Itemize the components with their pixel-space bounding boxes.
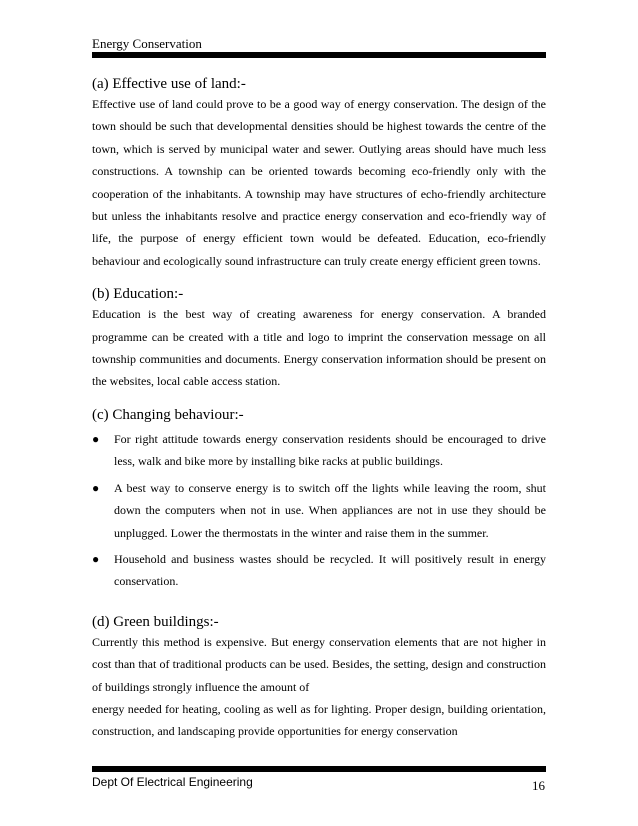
section-text-green-2: energy needed for heating, cooling as well as for lighting. Proper design, building orientation, construction, and landscaping provide opportunities for energy conservation [92, 701, 546, 739]
list-item [92, 477, 546, 544]
bullet-text: A best way to conserve energy is to switch off the lights while leaving the room, shut down the computers when not in use. When appliances are not in use they should be unplugged. Lower the thermostats in the winter and raise them in the summer. [114, 480, 546, 540]
bullet-icon: ● [92, 551, 100, 566]
section-heading-education: (b) Education:- [92, 286, 184, 303]
section-heading-land: (a) Effective use of land:- [92, 76, 246, 92]
behaviour-bullet-list [92, 428, 546, 593]
bullet-icon: ● [92, 480, 100, 495]
section-text-green-1: Currently this method is expensive. But energy conservation elements that are not higher in cost than that of traditional products can be used. Besides, the setting, design and construction of buildings strongly influence the amount of [92, 634, 546, 694]
bullet-text: For right attitude towards energy conservation residents should be encouraged to drive less, walk and bike more by installing bike racks at public buildings. [114, 431, 546, 469]
footer-rule [92, 766, 546, 772]
list-item [92, 428, 546, 473]
page-number: 16 [532, 778, 545, 793]
header-rule [92, 52, 546, 58]
section-heading-behaviour: (c) Changing behaviour:- [92, 406, 244, 423]
page-body [92, 65, 546, 743]
section-heading-green: (d) Green buildings:- [92, 613, 219, 630]
running-header: Energy Conservation [92, 36, 202, 51]
bullet-text: Household and business wastes should be recycled. It will positively result in energy conservation. [114, 551, 546, 589]
bullet-icon: ● [92, 431, 100, 446]
section-text-land: Effective use of land could prove to be a good way of energy conservation. The design of the town should be such that developmental densities should be highest towards the centre of the town, which is served by municipal water and sewer. Outlying areas should have much less constructions. A township can be oriented towards becoming eco-friendly only with the cooperation of the inhabitants. A township may have structures of echo-friendly architecture but unless the inhabitants resolve and practice energy conservation and eco-friendly way of life, the purpose of energy efficient town would be defeated. Education, eco-friendly behaviour and ecologically sound infrastructure can truly create energy efficient green towns. [92, 97, 546, 268]
footer-department: Dept Of Electrical Engineering [92, 775, 253, 789]
list-item [92, 548, 546, 593]
section-text-education: Education is the best way of creating awareness for energy conservation. A branded programme can be created with a title and logo to imprint the conservation message on all township communities and documents. Energy conservation information should be present on the websites, local cable access station. [92, 307, 546, 389]
